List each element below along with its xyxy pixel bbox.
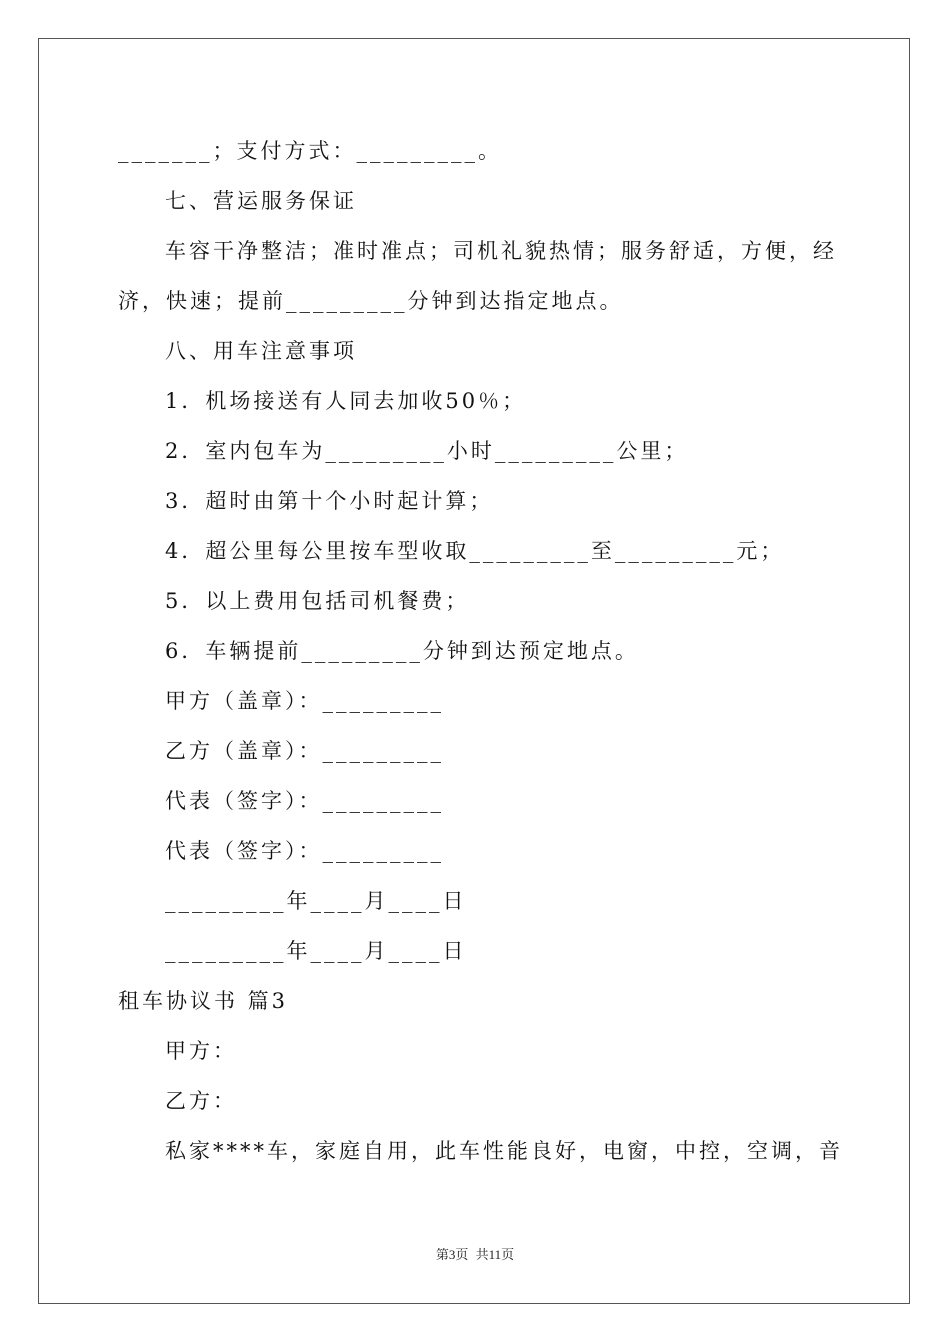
text-line-service-1: 车容干净整洁；准时准点；司机礼貌热情；服务舒适，方便，经 bbox=[165, 239, 837, 263]
list-item-4: 4．超公里每公里按车型收取_________至_________元； bbox=[165, 539, 785, 563]
list-item-5: 5．以上费用包括司机餐费； bbox=[165, 589, 470, 613]
date-line-1: _________年____月____日 bbox=[165, 889, 467, 913]
list-item-6: 6．车辆提前_________分钟到达预定地点。 bbox=[165, 639, 639, 663]
page-total: 共11页 bbox=[475, 1247, 515, 1262]
text-line-service-2: 济，快速；提前_________分钟到达指定地点。 bbox=[118, 289, 624, 313]
party-b-label: 乙方： bbox=[165, 1089, 237, 1113]
list-item-2: 2．室内包车为_________小时_________公里； bbox=[165, 439, 689, 463]
text-line-payment: _______；支付方式：_________。 bbox=[118, 139, 502, 163]
date-line-2: _________年____月____日 bbox=[165, 939, 467, 963]
page-footer bbox=[0, 1246, 950, 1264]
signature-representative-1: 代表（签字）：_________ bbox=[165, 789, 444, 813]
article-title: 租车协议书 篇3 bbox=[118, 989, 289, 1013]
section-heading-service-guarantee: 七、营运服务保证 bbox=[165, 189, 357, 213]
text-line-car-description: 私家****车，家庭自用，此车性能良好，电窗，中控，空调，音 bbox=[165, 1139, 843, 1163]
list-item-1: 1．机场接送有人同去加收50％； bbox=[165, 389, 527, 413]
signature-representative-2: 代表（签字）：_________ bbox=[165, 839, 444, 863]
page-number: 第3页 bbox=[435, 1247, 469, 1262]
party-a-label: 甲方： bbox=[165, 1039, 237, 1063]
section-heading-notes: 八、用车注意事项 bbox=[165, 339, 357, 363]
signature-party-a: 甲方（盖章）：_________ bbox=[165, 689, 444, 713]
list-item-3: 3．超时由第十个小时起计算； bbox=[165, 489, 494, 513]
signature-party-b: 乙方（盖章）：_________ bbox=[165, 739, 444, 763]
